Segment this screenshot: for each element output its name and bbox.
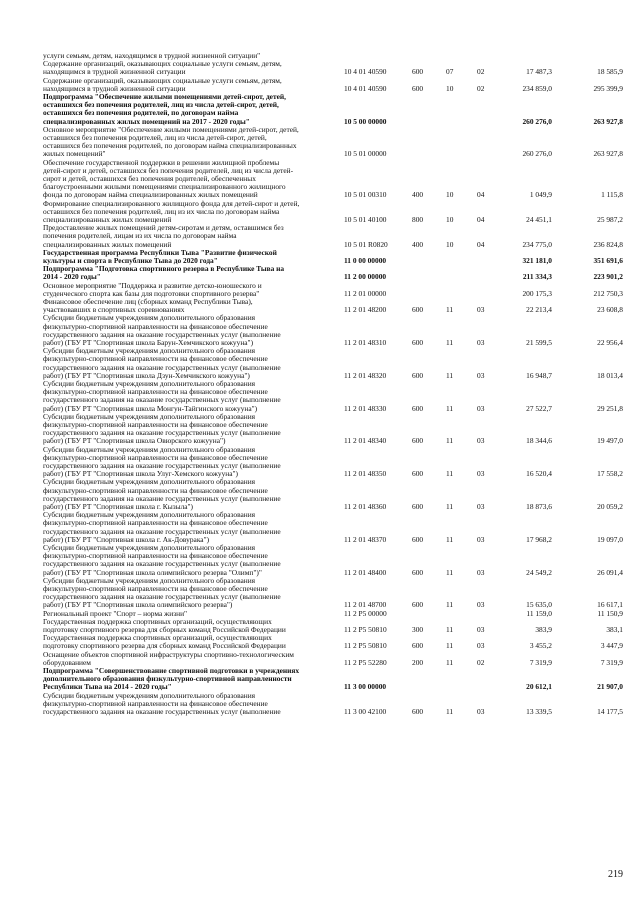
row-name-line: Государственная поддержка спортивных организаций, осуществляющих bbox=[43, 634, 272, 643]
table-row bbox=[0, 618, 639, 634]
row-rz: 07 bbox=[446, 67, 454, 77]
table-row bbox=[0, 200, 639, 225]
row-name-line: физкультурно-спортивной направленности на финансовое обеспечение bbox=[43, 453, 268, 462]
row-name-line: услуги семьям, детям, находящимся в трудной жизненной ситуации" bbox=[43, 52, 261, 60]
row-name-line: находящимся в трудной жизненной ситуации bbox=[43, 84, 186, 93]
row-name-line: Подпрограмма "Подготовка спортивного резерва в Республике Тыва на bbox=[43, 265, 285, 274]
table-row bbox=[0, 413, 639, 446]
row-vr: 400 bbox=[412, 190, 424, 200]
row-name bbox=[43, 446, 339, 479]
row-value-2019: 1 049,9 bbox=[529, 190, 552, 200]
table-row bbox=[0, 446, 639, 479]
row-pr: 03 bbox=[477, 641, 485, 651]
row-name-line: подготовку спортивного резерва для сборных команд Российской Федерации bbox=[43, 642, 286, 651]
row-name-line: находящимся в трудной жизненной ситуации bbox=[43, 68, 186, 77]
row-vr: 600 bbox=[412, 501, 424, 511]
table-row bbox=[0, 634, 639, 650]
row-value-2019: 234 859,0 bbox=[522, 83, 552, 93]
row-name-line: Оснащение объектов спортивной инфраструктуры спортивно-технологическим bbox=[43, 650, 294, 659]
row-value-2020: 26 091,4 bbox=[597, 567, 623, 577]
table-row bbox=[0, 265, 639, 281]
row-code: 10 5 01 00310 bbox=[344, 190, 387, 200]
row-code: 11 2 P5 50810 bbox=[344, 624, 387, 634]
row-value-2020: 1 115,8 bbox=[601, 190, 623, 200]
row-value-2019: 18 344,6 bbox=[526, 436, 552, 446]
row-value-2019: 18 873,6 bbox=[526, 501, 552, 511]
row-name-line: 2014 - 2020 годы" bbox=[43, 273, 101, 282]
row-name-line: оставшихся без попечения родителей, по договорам найма bbox=[43, 109, 239, 118]
row-code: 11 2 01 48320 bbox=[344, 370, 387, 380]
row-name-line: сирот и детей, оставшихся без попечения родителей, обеспеченных bbox=[43, 175, 256, 183]
row-value-2020: 23 608,8 bbox=[597, 305, 623, 315]
table-row bbox=[0, 544, 639, 577]
row-name-line: Обеспечение государственной поддержки в решении жилищной проблемы bbox=[43, 158, 280, 167]
row-code: 11 3 00 00000 bbox=[344, 682, 387, 692]
row-value-2019: 16 520,4 bbox=[526, 469, 552, 479]
row-name-line: Подпрограмма "Обеспечение жилыми помещениями детей-сирот, детей, bbox=[43, 93, 286, 101]
row-name-line: государственного задания на оказание государственных услуг (выполнение bbox=[43, 363, 281, 372]
row-name-line: благоустроенными жилыми помещениями специализированного жилищного bbox=[43, 183, 286, 192]
table-row bbox=[0, 126, 639, 159]
row-value-2020: 223 901,2 bbox=[593, 272, 623, 282]
row-value-2019: 383,9 bbox=[535, 624, 552, 634]
row-name bbox=[43, 126, 339, 159]
row-rz: 11 bbox=[446, 501, 454, 511]
row-name bbox=[43, 77, 339, 93]
row-name-line: оставшихся без попечения родителей, по договорам найма специализированных bbox=[43, 142, 297, 151]
row-pr: 03 bbox=[477, 501, 485, 511]
row-name-line: государственного задания на оказание государственных услуг (выполнение bbox=[43, 462, 281, 470]
row-value-2019: 200 175,3 bbox=[522, 288, 552, 298]
row-name bbox=[43, 544, 339, 577]
table-row bbox=[0, 692, 639, 717]
row-value-2020: 7 319,9 bbox=[600, 657, 623, 667]
row-name bbox=[43, 634, 339, 650]
row-name bbox=[43, 511, 339, 544]
table-row bbox=[0, 511, 639, 544]
row-value-2020: 17 558,2 bbox=[597, 469, 623, 479]
row-value-2019: 24 549,2 bbox=[526, 567, 552, 577]
row-name-line: подготовку спортивного резерва для сборных команд Российской Федерации bbox=[43, 626, 286, 634]
row-rz: 11 bbox=[446, 600, 454, 610]
table-row bbox=[0, 282, 639, 298]
row-rz: 11 bbox=[446, 337, 454, 347]
row-value-2020: 29 251,8 bbox=[597, 403, 623, 413]
row-name-line: фонда по договорам найма специализированных жилых помещений bbox=[43, 191, 258, 200]
row-pr: 03 bbox=[477, 567, 485, 577]
row-vr: 400 bbox=[412, 239, 424, 249]
row-name-line: Государственная программа Республики Тыва "Развитие физической bbox=[43, 248, 277, 257]
row-pr: 04 bbox=[477, 214, 485, 224]
row-name bbox=[43, 52, 339, 60]
row-value-2020: 3 447,9 bbox=[600, 641, 623, 651]
row-value-2019: 24 451,1 bbox=[526, 214, 552, 224]
row-vr: 600 bbox=[412, 706, 424, 716]
row-vr: 600 bbox=[412, 370, 424, 380]
table-row bbox=[0, 651, 639, 667]
row-value-2019: 17 968,2 bbox=[526, 534, 552, 544]
row-rz: 11 bbox=[446, 403, 454, 413]
row-vr: 800 bbox=[412, 214, 424, 224]
row-value-2019: 22 213,4 bbox=[526, 305, 552, 315]
row-name-line: Подпрограмма "Совершенствование спортивной подготовки в учреждениях bbox=[43, 667, 300, 675]
row-name-line: государственного задания на оказание государственных услуг (выполнение bbox=[43, 527, 281, 536]
row-vr: 600 bbox=[412, 305, 424, 315]
row-name bbox=[43, 159, 339, 200]
row-value-2020: 351 691,6 bbox=[593, 255, 623, 265]
row-code: 10 5 00 00000 bbox=[344, 116, 387, 126]
row-code: 11 2 01 00000 bbox=[344, 288, 387, 298]
row-vr: 200 bbox=[412, 657, 424, 667]
row-pr: 02 bbox=[477, 657, 485, 667]
row-name bbox=[43, 610, 339, 618]
row-vr: 600 bbox=[412, 403, 424, 413]
row-name bbox=[43, 577, 339, 610]
row-value-2019: 321 181,0 bbox=[522, 255, 552, 265]
row-name-line: Субсидии бюджетным учреждениям дополнительного образования bbox=[43, 511, 256, 520]
row-value-2020: 263 927,8 bbox=[593, 116, 623, 126]
row-code: 11 2 01 48310 bbox=[344, 337, 387, 347]
row-vr: 600 bbox=[412, 567, 424, 577]
row-value-2020: 19 497,0 bbox=[597, 436, 623, 446]
row-name-line: государственного задания на оказание государственных услуг (выполнение bbox=[43, 330, 281, 339]
row-name-line: попечения родителей, лицам из их числа по договорам найма bbox=[43, 232, 237, 241]
row-code: 11 2 01 48350 bbox=[344, 469, 387, 479]
row-name-line: работ) (ГБУ РТ "Спортивная школа г. Кызыла") bbox=[43, 503, 194, 511]
row-rz: 11 bbox=[446, 534, 454, 544]
row-value-2020: 22 956,4 bbox=[597, 337, 623, 347]
row-name-line: культуры и спорта в Республике Тыва до 2020 года" bbox=[43, 257, 218, 265]
table-row bbox=[0, 478, 639, 511]
row-pr: 03 bbox=[477, 403, 485, 413]
row-value-2019: 260 276,0 bbox=[522, 149, 552, 159]
row-value-2019: 3 455,2 bbox=[529, 641, 552, 651]
row-pr: 03 bbox=[477, 337, 485, 347]
row-value-2020: 20 059,2 bbox=[597, 501, 623, 511]
row-value-2020: 14 177,5 bbox=[597, 706, 623, 716]
row-vr: 300 bbox=[412, 624, 424, 634]
row-value-2019: 17 487,3 bbox=[526, 67, 552, 77]
row-value-2019: 13 339,5 bbox=[526, 706, 552, 716]
row-code: 11 2 01 48700 bbox=[344, 600, 387, 610]
row-name-line: Субсидии бюджетным учреждениям дополнительного образования bbox=[43, 576, 256, 585]
row-name-line: государственного задания на оказание государственных услуг (выполнение bbox=[43, 429, 281, 438]
row-name bbox=[43, 347, 339, 380]
row-name-line: оставшихся без попечения родителей, лиц из их числа по договорам найма bbox=[43, 207, 280, 216]
row-rz: 10 bbox=[446, 190, 454, 200]
row-name-line: оставшихся без попечения родителей, лиц из числа детей-сирот, детей, bbox=[43, 134, 267, 142]
row-name-line: работ) (ГБУ РТ "Спортивная школа Овюрского кожууна") bbox=[43, 437, 226, 446]
row-rz: 10 bbox=[446, 214, 454, 224]
row-rz: 11 bbox=[446, 624, 454, 634]
row-name-line: Содержание организаций, оказывающих социальные услуги семьям, детям, bbox=[43, 60, 282, 69]
row-code: 11 2 01 48400 bbox=[344, 567, 387, 577]
row-name-line: Субсидии бюджетным учреждениям дополнительного образования bbox=[43, 691, 256, 700]
table-row bbox=[0, 77, 639, 93]
row-pr: 03 bbox=[477, 624, 485, 634]
row-pr: 03 bbox=[477, 469, 485, 479]
row-vr: 600 bbox=[412, 641, 424, 651]
row-name-line: физкультурно-спортивной направленности на финансовое обеспечение bbox=[43, 388, 268, 397]
row-name-line: государственного задания на оказание государственных услуг (выполнение bbox=[43, 396, 281, 405]
row-code: 10 5 01 00000 bbox=[344, 149, 387, 159]
row-rz: 11 bbox=[446, 469, 454, 479]
row-rz: 10 bbox=[446, 239, 454, 249]
row-name-line: Субсидии бюджетным учреждениям дополнительного образования bbox=[43, 314, 256, 323]
row-name-line: физкультурно-спортивной направленности на финансовое обеспечение bbox=[43, 322, 268, 331]
row-code: 11 2 01 48200 bbox=[344, 305, 387, 315]
row-pr: 03 bbox=[477, 436, 485, 446]
row-pr: 04 bbox=[477, 239, 485, 249]
row-name-line: студенческого спорта как базы для подготовки спортивного резерва" bbox=[43, 289, 260, 298]
row-value-2020: 25 987,2 bbox=[597, 214, 623, 224]
row-value-2020: 383,1 bbox=[606, 624, 623, 634]
row-name-line: физкультурно-спортивной направленности на финансовое обеспечение bbox=[43, 421, 268, 429]
table-row bbox=[0, 577, 639, 610]
row-vr: 600 bbox=[412, 337, 424, 347]
row-name-line: физкультурно-спортивной направленности на финансовое обеспечение bbox=[43, 699, 268, 708]
row-name bbox=[43, 413, 339, 446]
row-code: 11 2 01 48330 bbox=[344, 403, 387, 413]
row-value-2019: 16 948,7 bbox=[526, 370, 552, 380]
row-value-2019: 260 276,0 bbox=[522, 116, 552, 126]
table-row bbox=[0, 60, 639, 76]
row-value-2020: 16 617,1 bbox=[597, 600, 623, 610]
row-name-line: дополнительного образования физкультурно-спортивной направленности bbox=[43, 675, 292, 684]
row-name-line: государственного задания на оказание государственных услуг (выполнение bbox=[43, 708, 281, 716]
row-name-line: физкультурно-спортивной направленности на финансовое обеспечение bbox=[43, 585, 268, 593]
row-name-line: Содержание организаций, оказывающих социальные услуги семьям, детям, bbox=[43, 76, 282, 85]
row-name bbox=[43, 265, 339, 281]
row-code: 10 4 01 40590 bbox=[344, 83, 387, 93]
row-pr: 04 bbox=[477, 190, 485, 200]
row-code: 11 2 P5 50810 bbox=[344, 641, 387, 651]
row-name-line: работ) (ГБУ РТ "Спортивная школа Барун-Хемчикского кожууна") bbox=[43, 339, 254, 347]
row-pr: 02 bbox=[477, 83, 485, 93]
row-code: 11 2 01 48340 bbox=[344, 436, 387, 446]
row-name-line: детей-сирот и детей, оставшихся без попечения родителей, лиц из числа детей- bbox=[43, 166, 294, 175]
row-name-line: Субсидии бюджетным учреждениям дополнительного образования bbox=[43, 412, 256, 421]
row-name-line: специализированных жилых помещений bbox=[43, 240, 172, 249]
row-name bbox=[43, 478, 339, 511]
row-name bbox=[43, 618, 339, 634]
row-name-line: жилых помещений" bbox=[43, 150, 106, 159]
row-name bbox=[43, 224, 339, 249]
row-code: 10 5 01 40100 bbox=[344, 214, 387, 224]
row-pr: 03 bbox=[477, 534, 485, 544]
row-rz: 11 bbox=[446, 706, 454, 716]
row-value-2019: 234 775,0 bbox=[522, 239, 552, 249]
row-name-line: специализированных жилых помещений на 2017 - 2020 годы" bbox=[43, 117, 250, 126]
row-name-line: работ) (ГБУ РТ "Спортивная школа олимпийского резерва") bbox=[43, 601, 233, 610]
row-name-line: Республики Тыва на 2014 - 2020 годы" bbox=[43, 683, 172, 692]
row-name bbox=[43, 60, 339, 76]
row-value-2020: 18 585,9 bbox=[597, 67, 623, 77]
row-name-line: работ) (ГБУ РТ "Спортивная школа Дзун-Хемчикского кожууна") bbox=[43, 371, 250, 380]
row-value-2019: 7 319,9 bbox=[529, 657, 552, 667]
row-name-line: Предоставление жилых помещений детям-сиротам и детям, оставшимся без bbox=[43, 224, 284, 233]
row-value-2020: 18 013,4 bbox=[597, 370, 623, 380]
row-name bbox=[43, 314, 339, 347]
table-row bbox=[0, 347, 639, 380]
row-value-2019: 211 334,3 bbox=[522, 272, 552, 282]
row-code: 11 2 01 48360 bbox=[344, 501, 387, 511]
row-name bbox=[43, 298, 339, 314]
row-value-2020: 21 907,0 bbox=[597, 682, 623, 692]
row-rz: 10 bbox=[446, 83, 454, 93]
row-code: 10 5 01 R0820 bbox=[344, 239, 388, 249]
row-name bbox=[43, 667, 339, 692]
table-row bbox=[0, 249, 639, 265]
row-rz: 11 bbox=[446, 436, 454, 446]
row-value-2019: 21 599,5 bbox=[526, 337, 552, 347]
row-name-line: работ) (ГБУ РТ "Спортивная школа г. Ак-Довурака") bbox=[43, 535, 210, 544]
table-row bbox=[0, 610, 639, 618]
row-name-line: Государственная поддержка спортивных организаций, осуществляющих bbox=[43, 617, 272, 626]
table-row bbox=[0, 159, 639, 200]
table-row bbox=[0, 667, 639, 692]
table-row bbox=[0, 380, 639, 413]
page-number: 219 bbox=[608, 869, 623, 880]
table-row bbox=[0, 224, 639, 249]
row-rz: 11 bbox=[446, 370, 454, 380]
row-value-2020: 11 150,9 bbox=[597, 608, 623, 618]
row-value-2020: 263 927,8 bbox=[593, 149, 623, 159]
row-name bbox=[43, 249, 339, 265]
row-rz: 11 bbox=[446, 567, 454, 577]
row-name-line: физкультурно-спортивной направленности на финансовое обеспечение bbox=[43, 552, 268, 561]
row-name-line: Формирование специализированного жилищного фонда для детей-сирот и детей, bbox=[43, 199, 300, 208]
row-code: 11 2 01 48370 bbox=[344, 534, 387, 544]
table-row bbox=[0, 93, 639, 126]
row-value-2020: 19 097,0 bbox=[597, 534, 623, 544]
row-name bbox=[43, 380, 339, 413]
row-name-line: специализированных жилых помещений bbox=[43, 216, 172, 224]
row-value-2020: 236 824,8 bbox=[593, 239, 623, 249]
row-pr: 03 bbox=[477, 370, 485, 380]
row-name bbox=[43, 651, 339, 667]
row-vr: 600 bbox=[412, 469, 424, 479]
row-value-2020: 212 750,3 bbox=[593, 288, 623, 298]
row-rz: 11 bbox=[446, 641, 454, 651]
row-name-line: оставшихся без попечения родителей, лиц из числа детей-сирот, детей, bbox=[43, 101, 279, 110]
table-row bbox=[0, 314, 639, 347]
row-pr: 02 bbox=[477, 67, 485, 77]
row-name-line: Субсидии бюджетным учреждениям дополнительного образования bbox=[43, 478, 256, 487]
row-code: 11 0 00 00000 bbox=[344, 255, 387, 265]
row-name-line: Основное мероприятие "Поддержка и развитие детско-юношеского и bbox=[43, 281, 262, 290]
row-code: 11 3 00 42100 bbox=[344, 706, 387, 716]
row-name-line: физкультурно-спортивной направленности на финансовое обеспечение bbox=[43, 486, 268, 495]
row-name-line: физкультурно-спортивной направленности на финансовое обеспечение bbox=[43, 355, 268, 364]
row-pr: 03 bbox=[477, 600, 485, 610]
row-name-line: участвовавших в спортивных соревнованиях bbox=[43, 306, 185, 315]
row-rz: 11 bbox=[446, 305, 454, 315]
row-name bbox=[43, 93, 339, 126]
row-value-2019: 11 159,0 bbox=[526, 608, 552, 618]
row-name-line: Субсидии бюджетным учреждениям дополнительного образования bbox=[43, 445, 256, 454]
row-name-line: физкультурно-спортивной направленности на финансовое обеспечение bbox=[43, 519, 268, 528]
row-name bbox=[43, 692, 339, 717]
table-row bbox=[0, 52, 639, 60]
row-name-line: Субсидии бюджетным учреждениям дополнительного образования bbox=[43, 380, 256, 388]
row-name-line: государственного задания на оказание государственных услуг (выполнение bbox=[43, 560, 281, 569]
row-value-2019: 15 635,0 bbox=[526, 600, 552, 610]
row-code: 10 4 01 40590 bbox=[344, 67, 387, 77]
row-code: 11 2 P5 00000 bbox=[344, 608, 387, 618]
row-vr: 600 bbox=[412, 436, 424, 446]
row-vr: 600 bbox=[412, 67, 424, 77]
row-code: 11 2 P5 52280 bbox=[344, 657, 387, 667]
row-name-line: работ) (ГБУ РТ "Спортивная школа Улуг-Хемского кожууна") bbox=[43, 470, 238, 479]
row-name-line: работ) (ГБУ РТ "Спортивная школа олимпийского резерва "Олимп")" bbox=[43, 568, 262, 577]
row-name-line: государственного задания на оказание государственных услуг (выполнение bbox=[43, 593, 281, 602]
row-name-line: Основное мероприятие "Обеспечение жилыми помещениями детей-сирот, детей, bbox=[43, 125, 299, 134]
row-rz: 11 bbox=[446, 657, 454, 667]
row-name-line: Финансовое обеспечение лиц (сборных команд Республики Тыва), bbox=[43, 298, 253, 306]
row-vr: 600 bbox=[412, 600, 424, 610]
row-code: 11 2 00 00000 bbox=[344, 272, 387, 282]
row-name-line: государственного задания на оказание государственных услуг (выполнение bbox=[43, 494, 281, 503]
row-vr: 600 bbox=[412, 83, 424, 93]
row-value-2019: 27 522,7 bbox=[526, 403, 552, 413]
row-pr: 03 bbox=[477, 305, 485, 315]
row-name bbox=[43, 282, 339, 298]
row-value-2019: 20 612,1 bbox=[526, 682, 552, 692]
row-name-line: Субсидии бюджетным учреждениям дополнительного образования bbox=[43, 347, 256, 356]
table-row bbox=[0, 298, 639, 314]
row-name-line: оборудованием bbox=[43, 658, 91, 667]
row-value-2020: 295 399,9 bbox=[593, 83, 623, 93]
row-pr: 03 bbox=[477, 706, 485, 716]
row-name-line: Субсидии бюджетным учреждениям дополнительного образования bbox=[43, 544, 256, 552]
row-vr: 600 bbox=[412, 534, 424, 544]
row-name-line: работ) (ГБУ РТ "Спортивная школа Монгун-Тайгинского кожууна") bbox=[43, 404, 258, 413]
row-name-line: Региональный проект "Спорт – норма жизни" bbox=[43, 609, 188, 618]
row-name bbox=[43, 200, 339, 225]
